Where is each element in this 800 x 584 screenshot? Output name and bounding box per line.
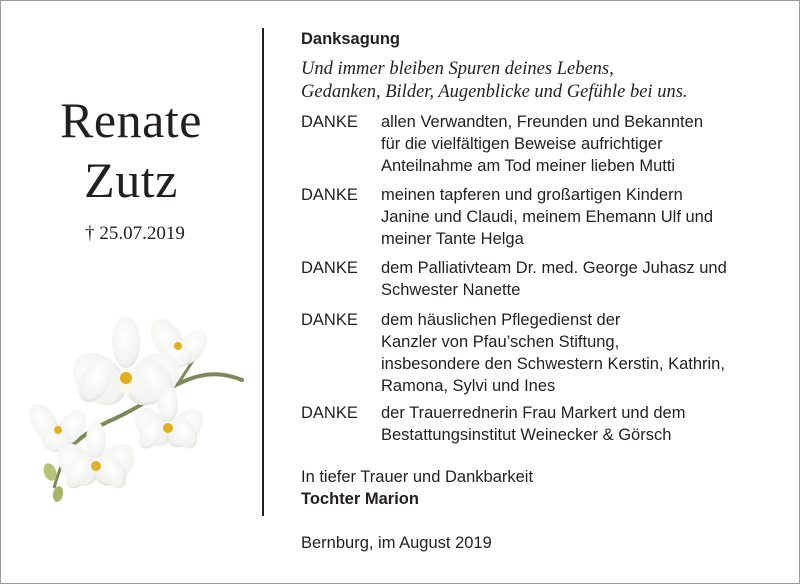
thanks-keyword: DANKE (301, 404, 358, 422)
signer-name: Tochter Marion (301, 490, 419, 508)
thanks-text: dem häuslichen Pflegedienst der Kanzler von Pfau’schen Stiftung, insbesondere den Schwestern Kerstin, Kathrin, Ramona, Sylvi und Ines (381, 311, 725, 395)
deceased-last-name: Zutz (84, 152, 178, 208)
thanks-keyword: DANKE (301, 186, 358, 204)
thanks-keyword: DANKE (301, 259, 358, 277)
death-date: † 25.07.2019 (85, 223, 185, 244)
quote-line: Und immer bleiben Spuren deines Lebens, (301, 59, 614, 79)
thanks-text: meinen tapferen und großartigen Kindern Janine und Claudi, meinem Ehemann Ulf und meiner Tante Helga (381, 186, 714, 248)
notice-heading: Danksagung (301, 30, 401, 48)
column-divider (262, 28, 264, 516)
deceased-first-name: Renate (60, 92, 202, 148)
white-orchid-icon (28, 312, 250, 506)
place-date: Bernburg, im August 2019 (301, 534, 492, 552)
thanks-keyword: DANKE (301, 113, 358, 131)
thanks-keyword: DANKE (301, 311, 358, 329)
left-column (0, 0, 262, 584)
memorial-quote (301, 58, 688, 104)
thanks-text: der Trauerrednerin Frau Markert und dem Bestattungsinstitut Weinecker & Görsch (381, 404, 686, 444)
thanks-text: allen Verwandten, Freunden und Bekannten für die vielfältigen Beweise aufrichtiger Anteilnahme am Tod meiner lieben Mutti (381, 113, 703, 175)
thanks-text: dem Palliativteam Dr. med. George Juhasz und Schwester Nanette (381, 259, 727, 299)
quote-line: Gedanken, Bilder, Augenblicke und Gefühle bei uns. (301, 82, 688, 102)
closing-line: In tiefer Trauer und Dankbarkeit (301, 468, 534, 486)
